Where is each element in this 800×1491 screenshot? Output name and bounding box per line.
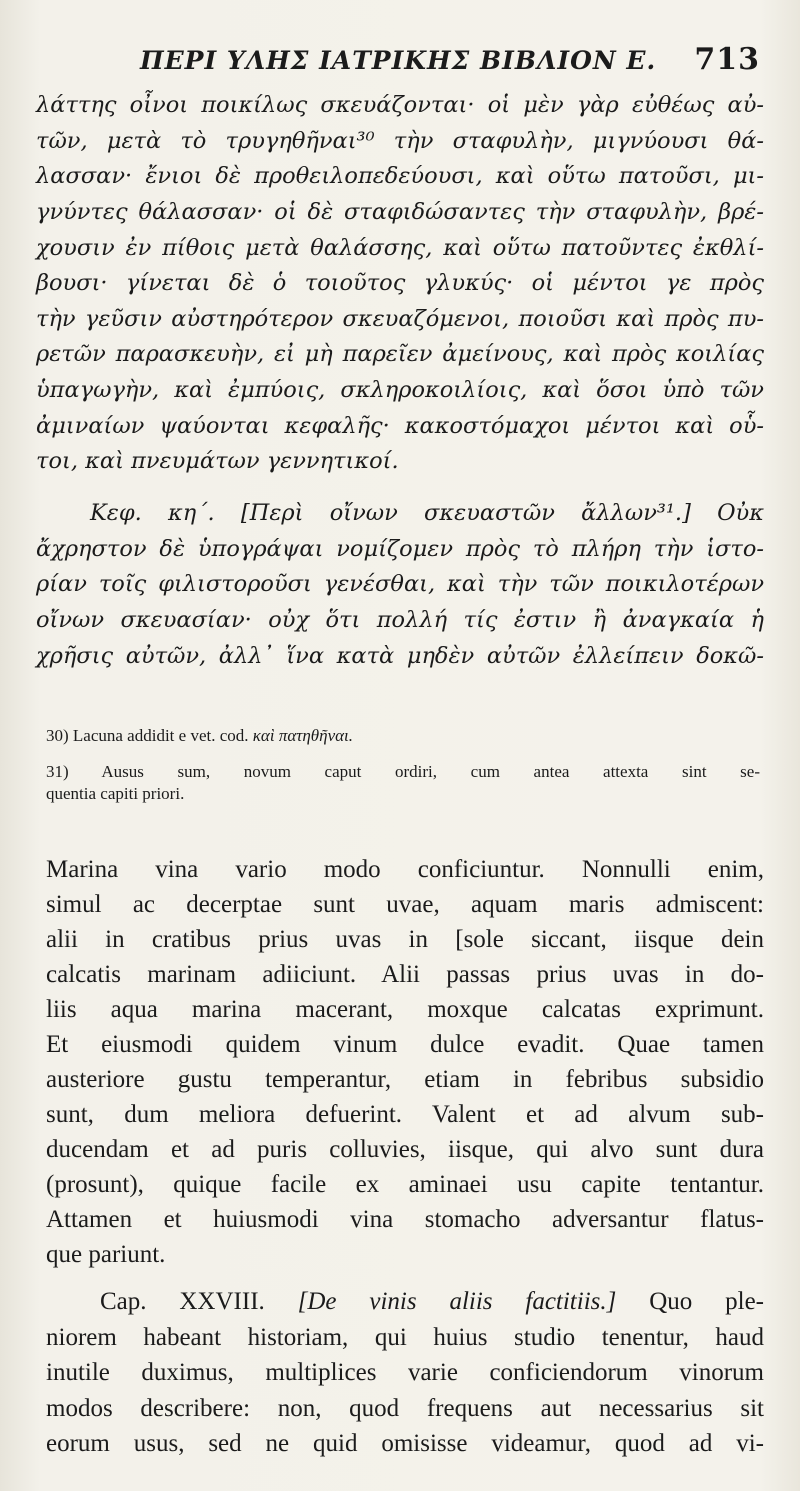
greek-line: οἴνων σκευασίαν· οὐχ ὅτι πολλή τίς ἐστιν ἢ ἀναγκαία ἡ: [36, 607, 764, 633]
page-number: 713: [694, 42, 760, 77]
footnote-30: [46, 726, 353, 746]
footnote-30-greek: καὶ πατηθῆναι.: [252, 726, 354, 745]
chapter-title: [De vinis aliis factitiis.]: [297, 1288, 617, 1315]
latin-line: Marina vina vario modo conficiuntur. Nonnulli enim,: [46, 856, 764, 883]
latin-line: niorem habeant historiam, qui huius studio tenentur, haud: [46, 1324, 764, 1351]
footnote-30-text: 30) Lacuna addidit e vet. cod.: [46, 726, 249, 745]
greek-line: ὑπαγωγὴν, καὶ ἐμπύοις, σκληροκοιλίοις, καὶ ὅσοι ὑπὸ τῶν: [36, 377, 764, 403]
footnote-31-line2: quentia capiti priori.: [46, 784, 185, 803]
latin-chapter-heading: [100, 1288, 764, 1322]
latin-line: simul ac decerptae sunt uvae, aquam maris admiscent:: [46, 891, 764, 918]
latin-line: alii in cratibus prius uvas in [sole siccant, iisque dein: [46, 926, 764, 953]
greek-line: ἄχρηστον δὲ ὑπογράψαι νομίζομεν πρὸς τὸ πλήρη τὴν ἱστο-: [36, 536, 764, 562]
chapter-first-words: Quo ple-: [649, 1288, 764, 1315]
greek-line: γνύντες θάλασσαν· οἱ δὲ σταφιδώσαντες τὴν σταφυλὴν, βρέ-: [36, 199, 764, 225]
latin-line: inutile duximus, multiplices varie conficiendorum vinorum: [46, 1359, 764, 1386]
chapter-label: Cap. XXVIII.: [100, 1288, 265, 1315]
latin-line: eorum usus, sed ne quid omisisse videamur, quod ad vi-: [46, 1430, 764, 1457]
latin-line: (prosunt), quique facile ex aminaei usu capite tentantur.: [46, 1171, 764, 1198]
latin-line: Et eiusmodi quidem vinum dulce evadit. Quae tamen: [46, 1031, 764, 1058]
greek-line: ρετῶν παρασκευὴν, εἰ μὴ παρεῖεν ἀμείνους, καὶ πρὸς κοιλίας: [36, 341, 764, 367]
latin-line: sunt, dum meliora defuerint. Valent et ad alvum sub-: [46, 1101, 764, 1128]
greek-line: τοι, καὶ πνευμάτων γεννητικοί.: [36, 448, 399, 474]
latin-line: calcatis marinam adiiciunt. Alii passas prius uvas in do-: [46, 961, 764, 988]
latin-line: ducendam et ad puris colluvies, iisque, qui alvo sunt dura: [46, 1136, 764, 1163]
latin-line: modos describere: non, quod frequens aut necessarius sit: [46, 1395, 764, 1422]
running-header: [140, 42, 760, 86]
greek-line: λάττης οἶνοι ποικίλως σκευάζονται· οἱ μὲν γὰρ εὐθέως αὐ-: [36, 92, 764, 118]
latin-line: liis aqua marina macerant, moxque calcatas exprimunt.: [46, 996, 764, 1023]
greek-line: τῶν, μετὰ τὸ τρυγηθῆναι³⁰ τὴν σταφυλὴν, μιγνύουσι θά-: [36, 128, 764, 154]
greek-line: χουσιν ἐν πίθοις μετὰ θαλάσσης, καὶ οὕτω πατοῦντες ἐκθλί-: [36, 235, 764, 261]
latin-line: austeriore gustu temperantur, etiam in febribus subsidio: [46, 1066, 764, 1093]
greek-line: ἀμιναίων ψαύονται κεφαλῆς· κακοστόμαχοι μέντοι καὶ οὗ-: [36, 413, 764, 439]
greek-chapter-heading: Κεφ. κη΄. [Περὶ οἴνων σκευαστῶν ἄλλων³¹.] Οὐκ: [90, 500, 764, 526]
latin-line: Attamen et huiusmodi vina stomacho adversantur flatus-: [46, 1206, 764, 1233]
greek-line: τὴν γεῦσιν αὐστηρότερον σκευαζόμενοι, ποιοῦσι καὶ πρὸς πυ-: [36, 306, 764, 332]
footnote-31-line1: 31) Ausus sum, novum caput ordiri, cum antea attexta sint se-: [46, 762, 760, 781]
greek-line: λασσαν· ἔνιοι δὲ προθειλοπεδεύουσι, καὶ οὕτω πατοῦσι, μι-: [36, 163, 764, 189]
greek-line: χρῆσις αὐτῶν, ἀλλ᾽ ἵνα κατὰ μηδὲν αὐτῶν ἐλλείπειν δοκῶ-: [36, 643, 764, 669]
running-title: ΠΕΡΙ ΥΛΗΣ ΙΑΤΡΙΚΗΣ ΒΙΒΛΙΟΝ Ε.: [140, 46, 657, 75]
latin-line: que pariunt.: [46, 1241, 166, 1268]
greek-line: ρίαν τοῖς φιλιστοροῦσι γενέσθαι, καὶ τὴν τῶν ποικιλοτέρων: [36, 571, 764, 597]
greek-line: βουσι· γίνεται δὲ ὁ τοιοῦτος γλυκύς· οἱ μέντοι γε πρὸς: [36, 270, 764, 296]
